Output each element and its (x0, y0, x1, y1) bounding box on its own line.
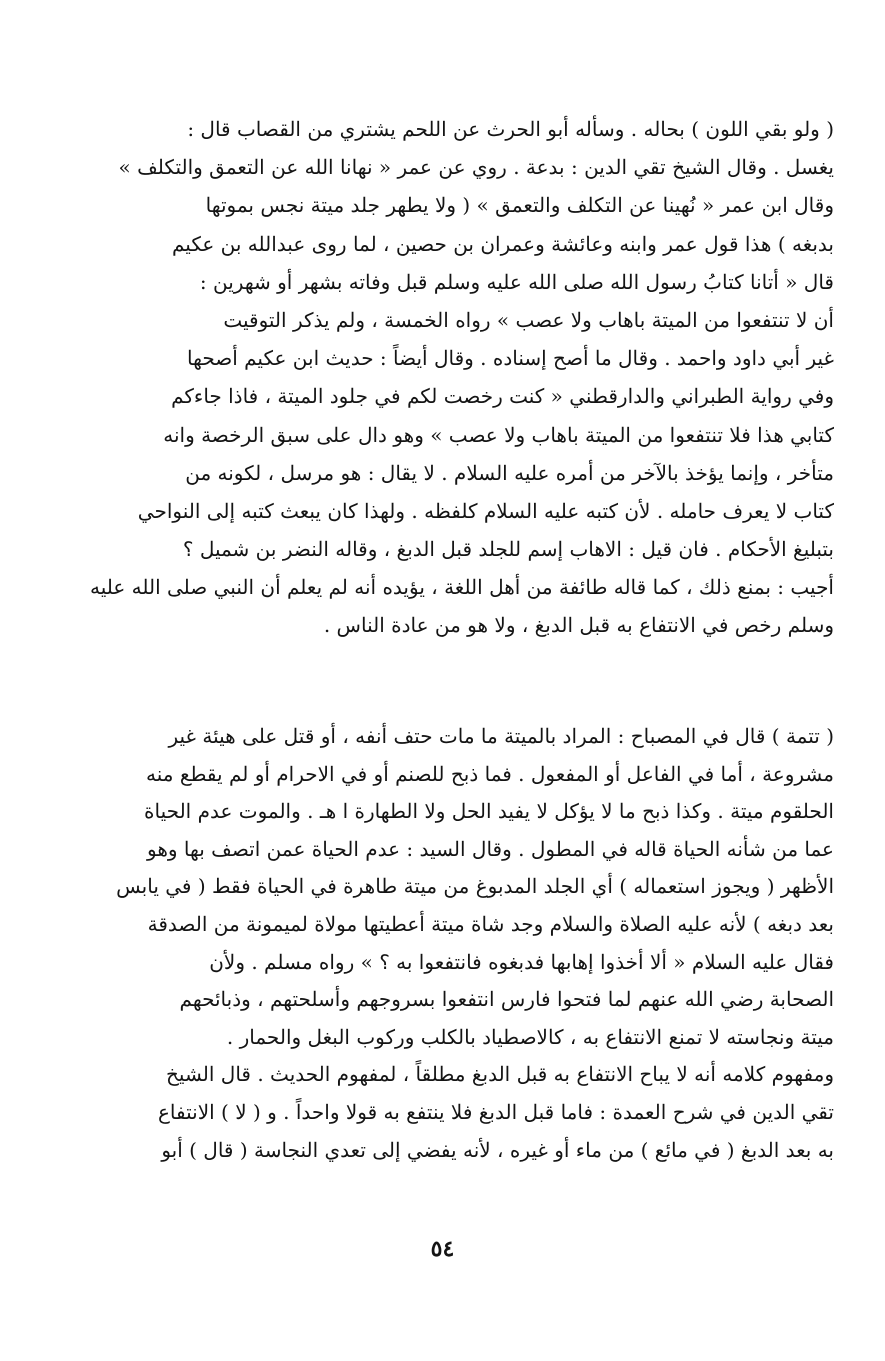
text-line: بدبغه ) هذا قول عمر وابنه وعائشة وعمران بن حصين ، لما روى عبدالله بن عكيم (171, 231, 834, 256)
text-line: أن لا تنتفعوا من الميتة باهاب ولا عصب » رواه الخمسة ، ولم يذكر التوقيت (223, 307, 834, 332)
text-line: مشروعة ، أما في الفاعل أو المفعول . فما ذبح للصنم أو في الاحرام أو لم يقطع منه (146, 761, 834, 786)
text-line: كتاب لا يعرف حامله . لأن كتبه عليه السلام كلفظه . ولهذا كان يبعث كتبه إلى النواحي (137, 498, 834, 523)
text-line: ( ولو بقي اللون ) بحاله . وسأله أبو الحرث عن اللحم يشتري من القصاب قال : (187, 117, 834, 141)
text-line: ميتة ونجاسته لا تمنع الانتفاع به ، كالاصطياد بالكلب وركوب البغل والحمار . (226, 1024, 834, 1049)
text-line: تقي الدين في شرح العمدة : فاما قبل الدبغ فلا ينتفع به قولا واحداً . و ( لا ) الانتفاع (157, 1099, 834, 1124)
text-line: يغسل . وقال الشيخ تقي الدين : بدعة . روي عن عمر « نهانا الله عن التعمق والتكلف » (118, 155, 834, 180)
text-line: الصحابة رضي الله عنهم لما فتحوا فارس انتفعوا بسروجهم وأسلحتهم ، وذبائحهم (179, 987, 834, 1012)
text-line: به بعد الدبغ ( في مائع ) من ماء أو غيره ، لأنه يفضي إلى تعدي النجاسة ( قال ) أبو (161, 1137, 834, 1162)
paragraph-1 (64, 110, 834, 645)
text-line: ( تتمة ) قال في المصباح : المراد بالميتة ما مات حتف أنفه ، أو قتل على هيئة غير (168, 724, 834, 748)
text-line: الأظهر ( ويجوز استعماله ) أي الجلد المدبوغ من ميتة طاهرة في الحياة فقط ( في يابس (116, 874, 834, 899)
text-line: قال « أتانا كتابُ رسول الله صلى الله عليه وسلم قبل وفاته بشهر أو شهرين : (199, 269, 834, 294)
text-line: بعد دبغه ) لأنه عليه الصلاة والسلام وجد شاة ميتة أعطيتها مولاة لميمونة من الصدقة (147, 911, 834, 936)
paragraph-2 (64, 718, 834, 1169)
text-line: أجيب : بمنع ذلك ، كما قاله طائفة من أهل اللغة ، يؤيده أنه لم يعلم أن النبي صلى الله عليه (89, 575, 834, 600)
text-line: ومفهوم كلامه أنه لا يباح الانتفاع به قبل الدبغ مطلقاً ، لمفهوم الحديث . قال الشيخ (166, 1062, 834, 1087)
text-line: فقال عليه السلام « ألا أخذوا إهابها فدبغوه فانتفعوا به ؟ » رواه مسلم . ولأن (209, 949, 834, 974)
text-line: كتابي هذا فلا تنتفعوا من الميتة باهاب ولا عصب » وهو دال على سبق الرخصة وانه (163, 422, 834, 447)
text-line: متأخر ، وإنما يؤخذ بالآخر من أمره عليه السلام . لا يقال : هو مرسل ، لكونه من (185, 460, 834, 485)
text-line: وقال ابن عمر « نُهينا عن التكلف والتعمق » ( ولا يطهر جلد ميتة نجس بموتها (205, 193, 834, 218)
text-line: عما من شأنه الحياة قاله في المطول . وقال السيد : عدم الحياة عمن اتصف بها وهو (147, 836, 834, 861)
text-line: بتبليغ الأحكام . فان قيل : الاهاب إسم للجلد قبل الدبغ ، وقاله النضر بن شميل ؟ (182, 537, 834, 562)
text-line: وسلم رخص في الانتفاع به قبل الدبغ ، ولا هو من عادة الناس . (323, 613, 834, 638)
page-number: ٥٤ (430, 1236, 455, 1262)
text-line: وفي رواية الطبراني والدارقطني « كنت رخصت لكم في جلود الميتة ، فاذا جاءكم (171, 384, 834, 409)
text-line: غير أبي داود واحمد . وقال ما أصح إسناده . وقال أيضاً : حديث ابن عكيم أصحها (187, 346, 834, 371)
text-line: الحلقوم ميتة . وكذا ذبح ما لا يؤكل لا يفيد الحل ولا الطهارة ا هـ . والموت عدم الحياة (144, 799, 834, 824)
